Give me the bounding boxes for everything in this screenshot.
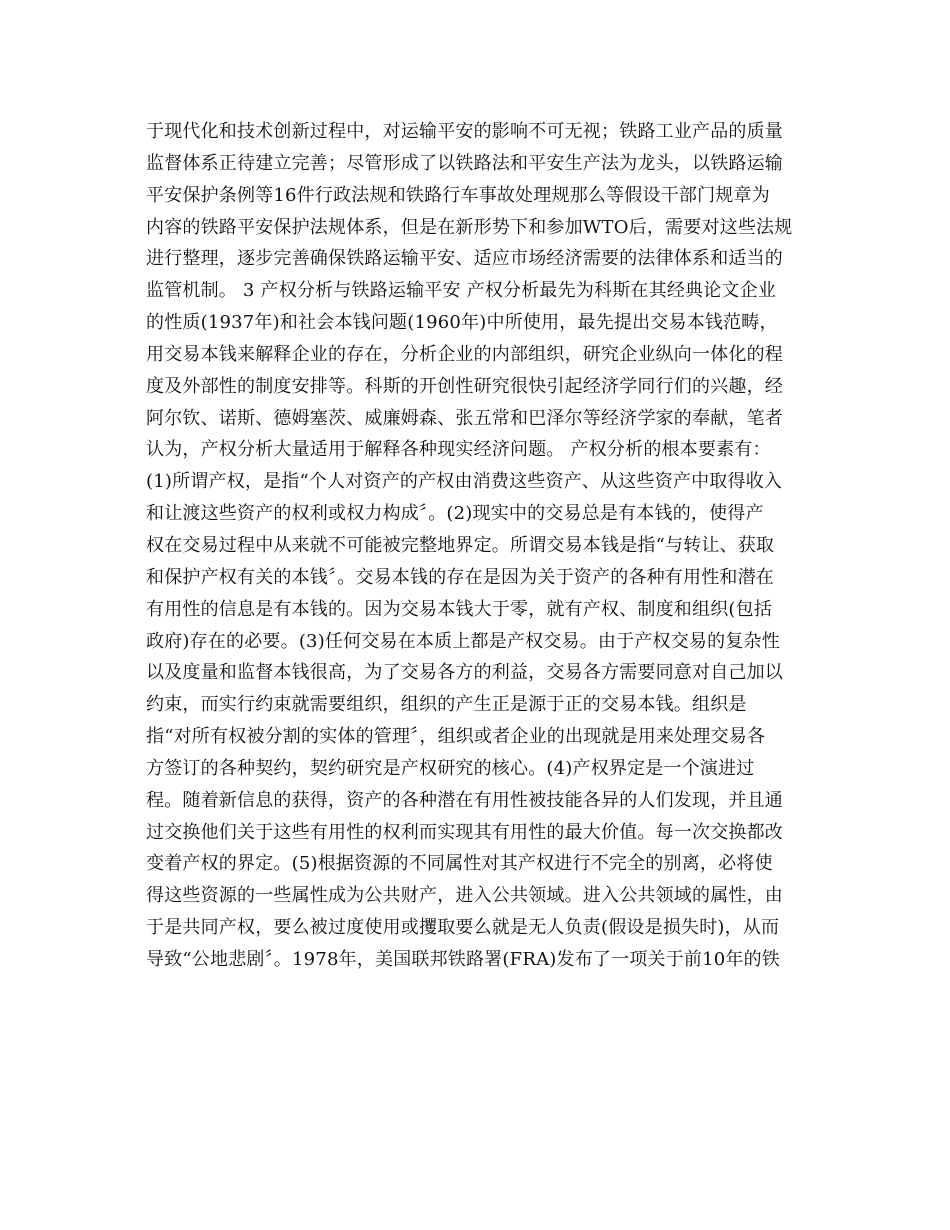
text-line: 政府)存在的必要。(3)任何交易在本质上都是产权交易。由于产权交易的复杂性 [146, 630, 780, 652]
text-line: 监管机制。 3 产权分析与铁路运输平安 产权分析最先为科斯在其经典论文企业 [146, 280, 777, 302]
text-line: 认为，产权分析大量适用于解释各种现实经济问题。 产权分析的根本要素有： [146, 439, 771, 461]
text-line: 进行整理，逐步完善确保铁路运输平安、适应市场经济需要的法律体系和适当的 [146, 248, 783, 270]
text-line: 得这些资源的一些属性成为公共财产，进入公共领域。进入公共领域的属性，由 [146, 885, 783, 907]
text-line: 指“对所有权被分割的实体的管理〞，组织或者企业的出现就是用来处理交易各 [146, 726, 766, 748]
text-line: 平安保护条例等16件行政法规和铁路行车事故处理规那么等假设干部门规章为 [146, 184, 770, 206]
text-line: 变着产权的界定。(5)根据资源的不同属性对其产权进行不完全的别离，必将使 [146, 853, 773, 875]
text-line: 和保护产权有关的本钱〞。交易本钱的存在是因为关于资产的各种有用性和潜在 [146, 566, 774, 588]
text-line: 于是共同产权，要么被过度使用或攫取要么就是无人负责(假设是损失时)，从而 [146, 917, 780, 939]
text-line: 有用性的信息是有本钱的。因为交易本钱大于零，就有产权、制度和组织(包括 [146, 598, 773, 620]
text-line: 用交易本钱来解释企业的存在，分析企业的内部组织，研究企业纵向一体化的程 [146, 343, 783, 365]
text-line: 和让渡这些资产的权利或权力构成〞。(2)现实中的交易总是有本钱的，使得产 [146, 503, 764, 525]
text-line: 过交换他们关于这些有用性的权利而实现其有用性的最大价值。每一次交换都改 [146, 821, 783, 843]
body-text [146, 116, 826, 976]
text-line: 权在交易过程中从来就不可能被完整地界定。所谓交易本钱是指“与转让、获取 [146, 534, 775, 556]
text-line: 导致“公地悲剧〞。1978年，美国联邦铁路署(FRA)发布了一项关于前10年的铁 [146, 948, 780, 970]
text-line: 于现代化和技术创新过程中，对运输平安的影响不可无视；铁路工业产品的质量 [146, 121, 783, 142]
text-line: 程。随着新信息的获得，资产的各种潜在有用性被技能各异的人们发现，并且通 [146, 789, 783, 811]
text-line: 方签订的各种契约，契约研究是产权研究的核心。(4)产权界定是一个演进过 [146, 757, 755, 779]
text-line: 以及度量和监督本钱很高，为了交易各方的利益，交易各方需要同意对自己加以 [146, 662, 783, 684]
text-line: 约束，而实行约束就需要组织，组织的产生正是源于正的交易本钱。组织是 [146, 694, 747, 716]
text-line: (1)所谓产权，是指“个人对资产的产权由消费这些资产、从这些资产中取得收入 [146, 471, 783, 493]
text-line: 度及外部性的制度安排等。科斯的开创性研究很快引起经济学同行们的兴趣，经 [146, 375, 783, 397]
text-line: 内容的铁路平安保护法规体系，但是在新形势下和参加WTO后，需要对这些法规 [146, 216, 793, 238]
text-line: 阿尔钦、诺斯、德姆塞茨、威廉姆森、张五常和巴泽尔等经济学家的奉献，笔者 [146, 407, 783, 429]
text-line: 监督体系正待建立完善；尽管形成了以铁路法和平安生产法为龙头，以铁路运输 [146, 152, 783, 174]
text-line: 的性质(1937年)和社会本钱问题(1960年)中所使用，最先提出交易本钱范畴， [146, 312, 778, 334]
